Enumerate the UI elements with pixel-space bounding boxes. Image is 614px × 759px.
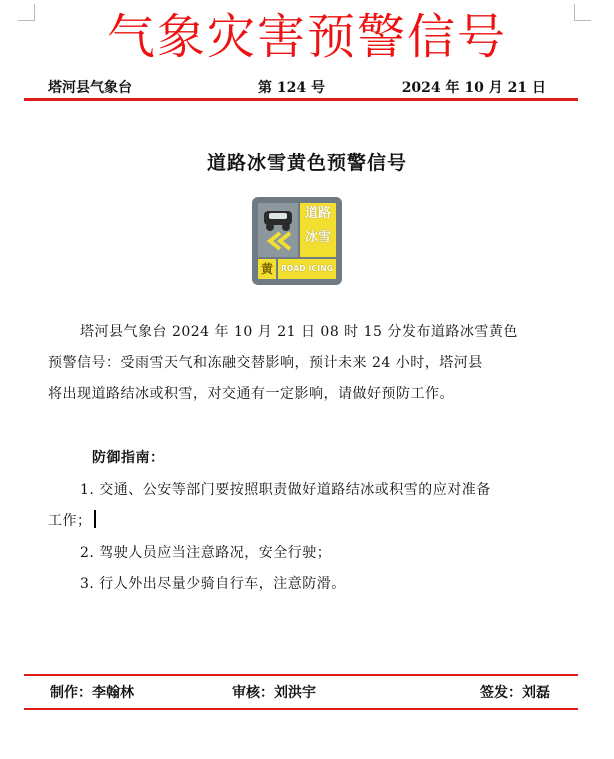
footer-divider-top [24,674,578,676]
sign-chinese-label: 道路 冰雪 [300,203,336,257]
guide-item-1-continued: 工作； [48,507,96,536]
reviewer: 审核：刘洪宇 [232,685,316,701]
issue-number: 第 124 号 [258,80,325,96]
issue-date: 2024 年 10 月 21 日 [401,80,546,96]
guide-item-3: 3. 行人外出尽量少骑自行车，注意防滑。 [80,576,346,592]
sign-level-label: 黄 [258,259,276,279]
body-line-1: 塔河县气象台 2024 年 10 月 21 日 08 时 15 分发布道路冰雪黄色 [80,324,518,340]
issuer-name: 塔河县气象台 [48,80,132,96]
text-cursor [94,510,96,528]
body-line-3: 将出现道路结冰或积雪，对交通有一定影响，请做好预防工作。 [48,386,454,402]
author: 制作：李翰林 [50,685,134,701]
footer-signoff-row [50,682,550,704]
guide-item-2: 2. 驾驶人员应当注意路况，安全行驶； [80,545,332,561]
guide-item-1: 1. 交通、公安等部门要按照职责做好道路结冰或积雪的应对准备 [80,482,491,498]
road-icing-warning-sign [252,197,342,285]
document-title: 道路冰雪黄色预警信号 [206,152,407,174]
header-divider [24,98,578,101]
sign-english-label: ROAD ICING [278,259,336,279]
body-line-2: 预警信号：受雨雪天气和冻融交替影响，预计未来 24 小时，塔河县 [48,355,483,371]
car-skid-icon [258,203,298,257]
issue-info-row [48,77,546,99]
guide-heading: 防御指南： [92,450,165,466]
approver: 签发：刘磊 [480,685,550,701]
masthead-title: 气象灾害预警信号 [106,9,507,65]
footer-divider-bottom [24,708,578,710]
